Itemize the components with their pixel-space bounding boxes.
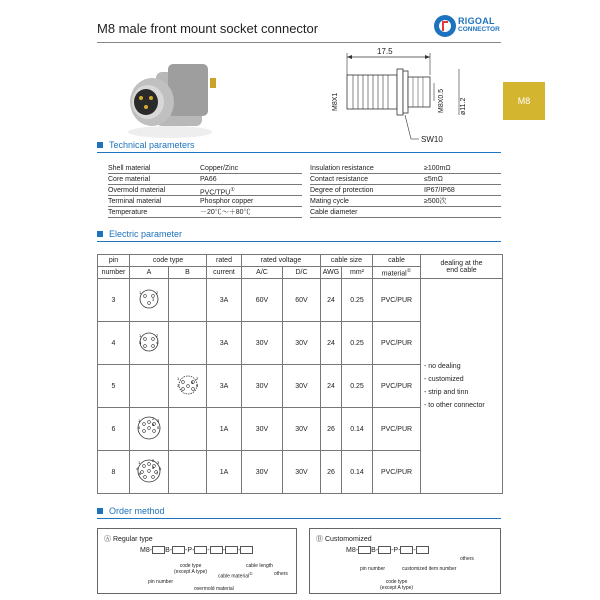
cell-dc: 30V: [283, 408, 321, 451]
cell-current: 3A: [207, 322, 242, 365]
custom-label-except-a: (except A type): [380, 585, 414, 591]
svg-text:3: 3: [139, 340, 142, 345]
col-current: current: [207, 267, 242, 279]
svg-text:5: 5: [159, 466, 162, 471]
svg-text:3: 3: [176, 383, 179, 388]
cell-code-b: [169, 279, 207, 322]
cell-pin: 4: [98, 322, 130, 365]
svg-text:1: 1: [176, 376, 179, 381]
col-dealing: dealing at the end cable: [421, 255, 503, 279]
label-others: others: [274, 571, 288, 577]
col-cable-size: cable size: [321, 255, 373, 267]
thread-left-label: M8X1: [332, 92, 339, 111]
tech-left-row: [108, 207, 302, 218]
pin-layout-a-icon: [131, 416, 167, 446]
tech-left-label: Shell material: [108, 165, 151, 172]
cell-dc: 60V: [283, 279, 321, 322]
tech-left-label: Core material: [108, 176, 151, 183]
col-awg: AWG: [321, 267, 342, 279]
regular-type-box: [97, 528, 297, 594]
col-code-b: B: [169, 267, 207, 279]
label-cable-length: cable length: [246, 563, 273, 569]
customized-box: [309, 528, 501, 594]
wrench-label: SW10: [421, 135, 443, 144]
cell-material: PVC/PUR: [373, 365, 421, 408]
length-dimension: 17.5: [377, 47, 393, 56]
col-code-a: A: [130, 267, 169, 279]
custom-label-pin-number: pin number: [360, 566, 386, 572]
tech-right-label: Insulation resistance: [310, 165, 374, 172]
col-ac: A/C: [242, 267, 283, 279]
tech-left-label: Temperature: [108, 209, 148, 216]
tech-left-label: Overmold material: [108, 187, 166, 194]
cell-dealing-options: [421, 279, 503, 494]
tech-right-value: ≤5mΩ: [424, 176, 443, 183]
svg-text:3: 3: [157, 418, 160, 423]
cell-awg: 24: [321, 279, 342, 322]
custom-label-item: customized item number: [402, 566, 457, 572]
pin-layout-a-icon: [131, 290, 167, 317]
col-rated-voltage: rated voltage: [242, 255, 321, 267]
cell-code-a: [130, 451, 169, 494]
custom-type-title: Ⓑ Customomized: [316, 536, 372, 543]
regular-type-title: Ⓐ Regular type: [104, 536, 153, 543]
cell-current: 3A: [207, 365, 242, 408]
order-heading: Order method: [97, 506, 165, 516]
cell-dc: 30V: [283, 451, 321, 494]
svg-text:2: 2: [152, 458, 155, 463]
cell-mm2: 0.25: [342, 279, 373, 322]
tech-left-row: [108, 185, 302, 196]
label-code-type: code type: [179, 563, 202, 569]
svg-text:4: 4: [138, 425, 141, 430]
svg-text:2: 2: [156, 333, 159, 338]
thread-right-label: M8X0.5: [438, 88, 445, 113]
tech-right-row: [310, 196, 501, 207]
cell-pin: 6: [98, 408, 130, 451]
label-overmold: overmold material: [194, 586, 234, 592]
svg-text:5: 5: [190, 380, 193, 385]
cell-material: PVC/PUR: [373, 322, 421, 365]
cell-ac: 30V: [242, 322, 283, 365]
cell-mm2: 0.14: [342, 408, 373, 451]
cell-awg: 24: [321, 322, 342, 365]
cell-dc: 30V: [283, 322, 321, 365]
svg-text:8: 8: [152, 465, 155, 470]
cell-current: 1A: [207, 408, 242, 451]
diameter-label: ø11.2: [460, 97, 467, 115]
tech-left-value: －20℃～＋80℃: [200, 209, 251, 216]
pin-layout-a-icon: [131, 458, 167, 489]
cell-code-a: [130, 322, 169, 365]
cell-current: 3A: [207, 279, 242, 322]
col-pin: pin: [98, 255, 130, 267]
dealing-option: - no dealing: [424, 363, 461, 370]
svg-text:1: 1: [139, 290, 142, 295]
tech-heading: Technical parameters: [97, 140, 195, 150]
col-mm2: mm²: [342, 267, 373, 279]
tech-right-row: [310, 174, 501, 185]
tech-left-row: [108, 174, 302, 185]
electric-table: [97, 254, 503, 494]
svg-text:3: 3: [152, 297, 155, 302]
series-tab[interactable]: M8: [503, 82, 545, 120]
cell-code-a: [130, 279, 169, 322]
tech-right-value: ≥100mΩ: [424, 165, 451, 172]
col-rated: rated: [207, 255, 242, 267]
cell-material: PVC/PUR: [373, 408, 421, 451]
dimension-drawing: [325, 45, 485, 155]
svg-text:5: 5: [157, 425, 160, 430]
svg-text:4: 4: [136, 466, 139, 471]
cell-ac: 30V: [242, 408, 283, 451]
tech-left-row: [108, 196, 302, 207]
connector-photo: [110, 52, 230, 142]
cell-mm2: 0.14: [342, 451, 373, 494]
label-cable-material: cable material①: [218, 571, 253, 580]
custom-label-code-type: code type: [385, 579, 408, 585]
pin-layout-a-icon: [131, 333, 167, 360]
col-material: material①: [373, 267, 421, 279]
svg-text:2: 2: [156, 290, 159, 295]
tech-right-row: [310, 163, 501, 174]
dealing-option: - to other connector: [424, 402, 485, 409]
cell-mm2: 0.25: [342, 322, 373, 365]
tech-right-label: Cable diameter: [310, 209, 358, 216]
tech-left-value: PVC/TPU①: [200, 187, 235, 197]
tech-right-row: [310, 207, 501, 218]
cell-ac: 60V: [242, 279, 283, 322]
cell-mm2: 0.25: [342, 365, 373, 408]
cell-ac: 30V: [242, 365, 283, 408]
custom-label-others: others: [460, 556, 474, 562]
svg-text:2: 2: [152, 416, 155, 421]
cell-pin: 3: [98, 279, 130, 322]
svg-text:6: 6: [139, 471, 142, 476]
cell-ac: 30V: [242, 451, 283, 494]
electric-heading: Electric parameter: [97, 229, 182, 239]
svg-text:2: 2: [195, 376, 198, 381]
col-cable: cable: [373, 255, 421, 267]
title-divider: [97, 42, 501, 43]
cell-dc: 30V: [283, 365, 321, 408]
svg-text:4: 4: [195, 383, 198, 388]
cell-code-a: [130, 408, 169, 451]
logo-line2: CONNECTOR: [458, 26, 500, 33]
tech-right-value: ≥500次: [424, 198, 447, 205]
label-pin-number: pin number: [148, 579, 174, 585]
dealing-option: - customized: [424, 376, 464, 383]
tech-left-value: Phosphor copper: [200, 198, 254, 205]
cell-code-b: [169, 365, 207, 408]
brand-logo: [430, 12, 510, 42]
cell-pin: 5: [98, 365, 130, 408]
tech-left-label: Terminal material: [108, 198, 162, 205]
tech-right-row: [310, 185, 501, 196]
tech-left-value: Copper/Zinc: [200, 165, 239, 172]
cell-awg: 26: [321, 408, 342, 451]
logo-line1: RIGOAL: [458, 16, 495, 26]
svg-text:6: 6: [152, 422, 155, 427]
regular-code-row: M8- B- -P- - - -: [140, 546, 253, 554]
tech-left-value: PA66: [200, 176, 217, 183]
svg-text:7: 7: [156, 471, 159, 476]
col-dc: D/C: [283, 267, 321, 279]
svg-text:4: 4: [156, 340, 159, 345]
svg-text:1: 1: [138, 418, 141, 423]
svg-text:1: 1: [139, 333, 142, 338]
tech-left-row: [108, 163, 302, 174]
cell-code-b: [169, 408, 207, 451]
pin-layout-b-icon: [170, 376, 206, 403]
tech-right-label: Contact resistance: [310, 176, 368, 183]
custom-code-row: M8- B- -P- -: [346, 546, 429, 554]
svg-text:1: 1: [138, 460, 141, 465]
tech-right-label: Mating cycle: [310, 198, 349, 205]
cell-current: 1A: [207, 451, 242, 494]
cell-code-a: [130, 365, 169, 408]
cell-pin: 8: [98, 451, 130, 494]
col-number: number: [98, 267, 130, 279]
cell-material: PVC/PUR: [373, 451, 421, 494]
col-code-type: code type: [130, 255, 207, 267]
cell-awg: 26: [321, 451, 342, 494]
label-except-a: (except A type): [174, 569, 208, 575]
cell-material: PVC/PUR: [373, 279, 421, 322]
table-row: [98, 279, 503, 322]
svg-text:3: 3: [157, 460, 160, 465]
page-title: M8 male front mount socket connector: [97, 21, 319, 36]
dealing-option: - strip and tinn: [424, 389, 469, 396]
tech-right-label: Degree of protection: [310, 187, 374, 194]
cell-awg: 24: [321, 365, 342, 408]
cell-code-b: [169, 451, 207, 494]
cell-code-b: [169, 322, 207, 365]
rigoal-logo-icon: [434, 15, 456, 37]
tech-right-value: IP67/IP68: [424, 187, 455, 194]
